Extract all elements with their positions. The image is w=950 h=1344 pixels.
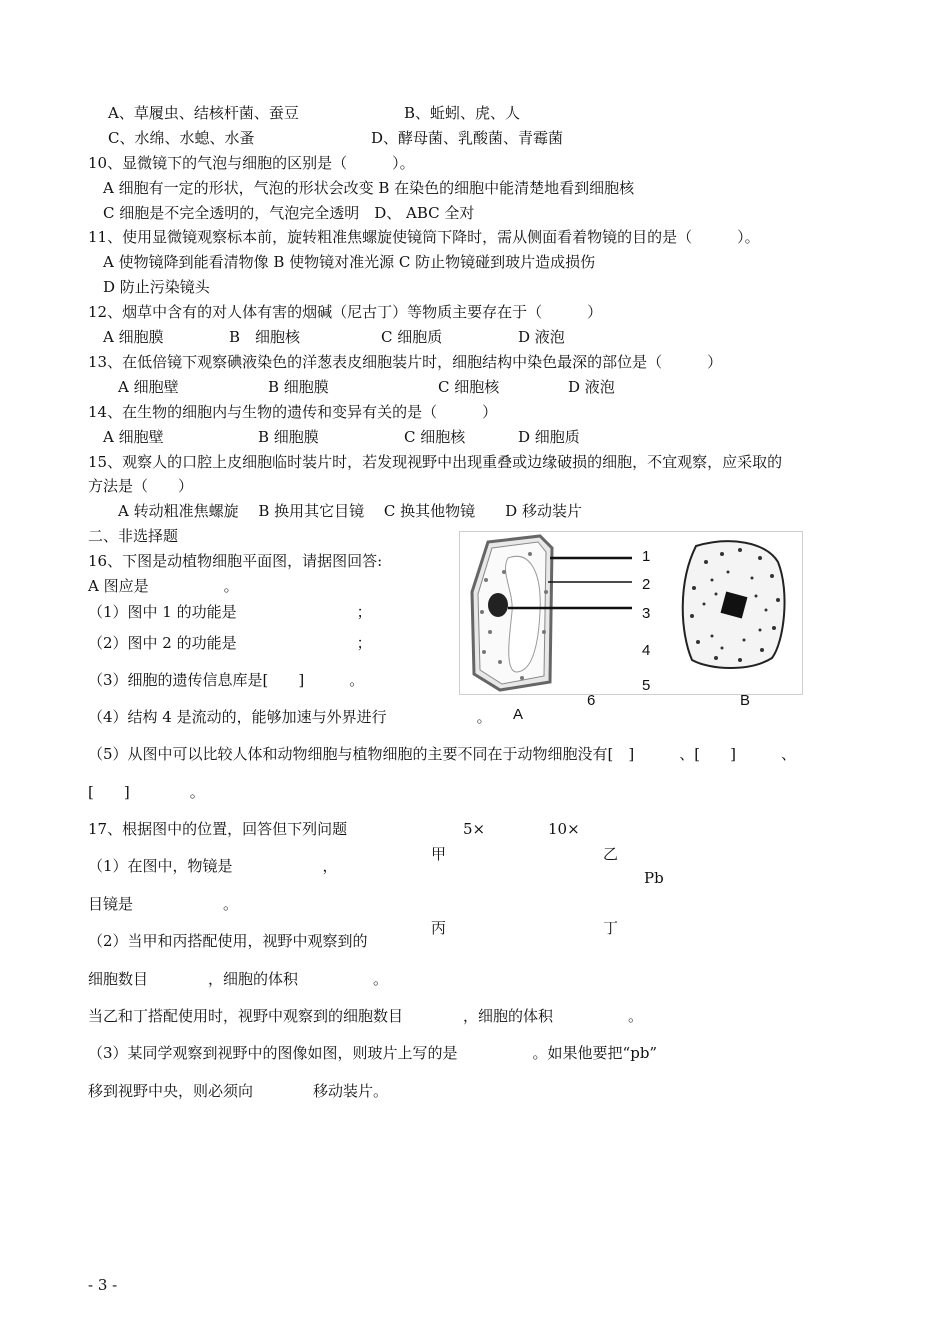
text-line: （1）图中 1 的功能是 ； — [88, 603, 372, 621]
text-line: 乙 — [603, 845, 619, 863]
text-line: 5× — [463, 820, 486, 838]
label-4: 4 — [642, 642, 651, 659]
text-line: 移到视野中央，则必须向 移动装片。 — [88, 1082, 389, 1100]
label-6: 6 — [587, 692, 596, 709]
text-line: C 细胞是不完全透明的，气泡完全透明 D、 ABC 全对 — [103, 204, 475, 222]
label-1: 1 — [642, 548, 651, 565]
text-line: C、水绵、水螅、水蚤 — [108, 129, 255, 147]
text-line: （5）从图中可以比较人体和动物细胞与植物细胞的主要不同在于动物细胞没有[ ] 、[ ] 、 — [88, 745, 796, 763]
text-line: 丙 — [431, 919, 447, 937]
label-5: 5 — [642, 677, 651, 694]
text-line: C 细胞核 — [404, 428, 466, 446]
text-line: 15、观察人的口腔上皮细胞临时装片时，若发现视野中出现重叠或边缘破损的细胞，不宜观察，应采取的 — [88, 453, 783, 471]
text-line: 细胞数目 ，细胞的体积 。 — [88, 970, 389, 988]
text-line: A 细胞壁 — [103, 428, 164, 446]
text-line: 10、显微镜下的气泡与细胞的区别是（ ）。 — [88, 154, 415, 172]
text-line: 甲 — [431, 845, 447, 863]
text-line: D 细胞质 — [518, 428, 580, 446]
text-line: 当乙和丁搭配使用时，视野中观察到的细胞数目 ，细胞的体积 。 — [88, 1007, 644, 1025]
text-line: A 转动粗准焦螺旋 B 换用其它目镜 C 换其他物镜 D 移动装片 — [118, 502, 582, 520]
text-line: 14、在生物的细胞内与生物的遗传和变异有关的是（ ） — [88, 403, 498, 421]
text-line: 12、烟草中含有的对人体有害的烟碱（尼古丁）等物质主要存在于（ ） — [88, 303, 603, 321]
text-line: 方法是（ ） — [88, 477, 194, 495]
text-line: （3）细胞的遗传信息库是[ ] 。 — [88, 671, 365, 689]
text-line: A 细胞有一定的形状，气泡的形状会改变 B 在染色的细胞中能清楚地看到细胞核 — [103, 179, 635, 197]
text-line: A 使物镜降到能看清物像 B 使物镜对准光源 C 防止物镜碰到玻片造成损伤 — [103, 253, 596, 271]
text-line: 17、根据图中的位置，回答但下列问题 — [88, 820, 348, 838]
text-line: [ ] 。 — [88, 783, 205, 801]
cell-diagram — [459, 531, 803, 695]
text-line: 13、在低倍镜下观察碘液染色的洋葱表皮细胞装片时，细胞结构中染色最深的部位是（ ） — [88, 353, 723, 371]
text-line: （2）当甲和丙搭配使用，视野中观察到的 — [88, 932, 368, 950]
text-line: C 细胞质 — [381, 328, 443, 346]
text-line: 11、使用显微镜观察标本前，旋转粗准焦螺旋使镜筒下降时，需从侧面看着物镜的目的是（ ）。 — [88, 228, 760, 246]
text-line: D 液泡 — [568, 378, 615, 396]
text-line: D 防止污染镜头 — [103, 278, 210, 296]
text-line: B 细胞膜 — [258, 428, 319, 446]
text-line: D、酵母菌、乳酸菌、青霉菌 — [371, 129, 564, 147]
text-line: A 图应是 。 — [88, 577, 239, 595]
text-line: B 细胞膜 — [268, 378, 329, 396]
text-line: B 细胞核 — [229, 328, 301, 346]
text-line: B、蚯蚓、虎、人 — [404, 104, 521, 122]
text-line: A 细胞膜 — [103, 328, 164, 346]
text-line: A 细胞壁 — [118, 378, 179, 396]
text-line: （3）某同学观察到视野中的图像如图，则玻片上写的是 。如果他要把“pb” — [88, 1044, 658, 1062]
text-line: （4）结构 4 是流动的，能够加速与外界进行 。 — [88, 708, 492, 726]
text-line: 二、非选择题 — [88, 527, 179, 545]
label-a: A — [513, 706, 524, 723]
text-line: - 3 - — [88, 1276, 118, 1294]
text-line: 16、下图是动植物细胞平面图，请据图回答: — [88, 552, 383, 570]
text-line: （2）图中 2 的功能是 ； — [88, 634, 372, 652]
text-line: 丁 — [603, 919, 619, 937]
text-line: C 细胞核 — [438, 378, 500, 396]
label-3: 3 — [642, 605, 651, 622]
text-line: 目镜是 。 — [88, 895, 239, 913]
plant-cell-figure — [460, 532, 802, 694]
text-line: D 液泡 — [518, 328, 565, 346]
text-line: Pb — [644, 869, 664, 887]
text-line: 10× — [548, 820, 580, 838]
label-2: 2 — [642, 576, 651, 593]
text-line: （1）在图中，物镜是 ， — [88, 857, 338, 875]
label-b: B — [740, 692, 751, 709]
text-line: A、草履虫、结核杆菌、蚕豆 — [108, 104, 299, 122]
